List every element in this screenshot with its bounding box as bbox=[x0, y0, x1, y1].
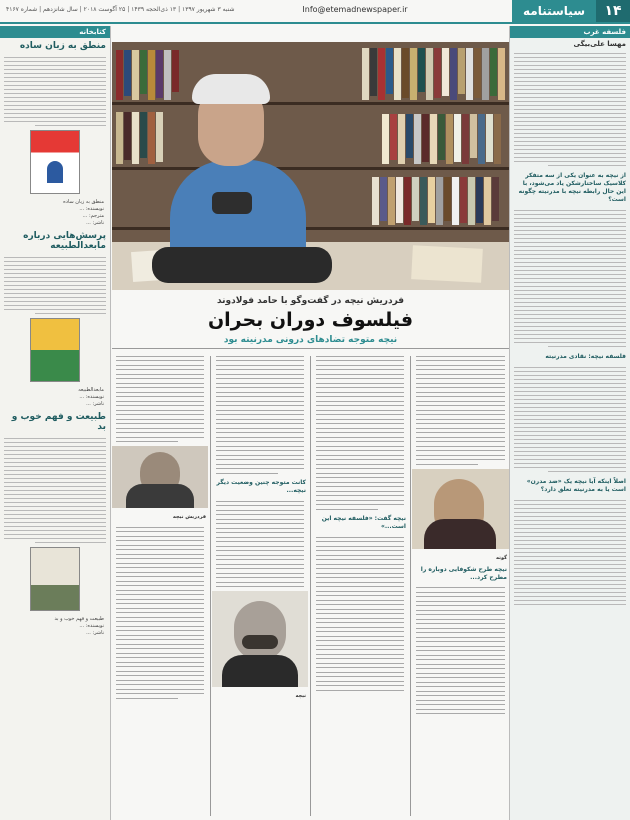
pull-quote-2: نیچه گفت: «فلسفه نیچه این است...» bbox=[321, 515, 406, 530]
section-title: سیاستنامه bbox=[512, 0, 596, 22]
date-line: شنبه ۳ شهریور ۱۳۹۷ | ۱۳ ذی‌الحجه ۱۴۳۹ | ۲۵ آگوست ۲۰۱۸ | سال شانزدهم | شماره ۴۱۶۷ bbox=[6, 6, 235, 13]
main-article bbox=[112, 26, 509, 820]
book-1-cover-image bbox=[30, 130, 80, 194]
philosopher-portrait bbox=[112, 446, 208, 508]
right-answer-text bbox=[510, 210, 630, 347]
email-address[interactable]: Info@etemadnewspaper.ir bbox=[302, 5, 408, 14]
subhead: فلسفه نیچه: نقادی مدرنیته bbox=[545, 353, 626, 360]
column-divider bbox=[210, 356, 211, 816]
book-1-text bbox=[0, 57, 110, 126]
title-rule bbox=[112, 348, 509, 349]
author-name: مهسا علی‌بیگی bbox=[573, 40, 626, 48]
page-number: ۱۴ bbox=[596, 0, 630, 22]
book-3-text bbox=[0, 438, 110, 543]
header-rule bbox=[0, 22, 630, 24]
book-3-info: طبیعت و فهم خوب و بد نویسنده: ... ناشر: ... bbox=[54, 616, 104, 636]
article-column-3 bbox=[212, 352, 308, 820]
book-1-heading: منطق به زبان ساده bbox=[19, 41, 106, 51]
article-column-2 bbox=[312, 352, 408, 820]
pull-quote-1: نیچه طرح شکوفایی دوباره را مطرح کرد... bbox=[420, 565, 507, 581]
column-divider bbox=[310, 356, 311, 816]
article-subtitle: نیچه متوجه تضادهای درونی مدرنیته بود bbox=[223, 335, 398, 345]
article-title: فیلسوف دوران بحران bbox=[207, 309, 414, 331]
page-header bbox=[0, 0, 630, 22]
right-final-text bbox=[510, 500, 630, 605]
goethe-portrait bbox=[412, 469, 509, 549]
book-2-info: مابعدالطبیعه نویسنده: ... ناشر: ... bbox=[78, 387, 104, 407]
philosopher-caption: فردریش نیچه bbox=[172, 514, 206, 520]
nietzsche-portrait bbox=[212, 591, 308, 687]
goethe-caption: گوته bbox=[496, 554, 507, 561]
book-2-cover-image bbox=[30, 318, 80, 382]
article-column-1 bbox=[412, 352, 509, 820]
right-intro-text bbox=[510, 53, 630, 166]
right-more-text bbox=[510, 367, 630, 472]
article-column-4 bbox=[112, 352, 208, 820]
interview-photo bbox=[112, 42, 509, 290]
book-2-heading: پرسش‌هایی درباره مابعدالطبیعه bbox=[23, 231, 106, 251]
pull-quote-3: کانت متوجه چنین وضعیت دیگر نیچه... bbox=[216, 479, 306, 494]
right-column bbox=[509, 26, 630, 820]
question-1: از نیچه به عنوان یکی از سه متفکر کلاسیک ساختارشکن یاد می‌شود، با این حال رابطه نیچه با مدرنیته چگونه است؟ bbox=[518, 172, 626, 203]
book-2-text bbox=[0, 257, 110, 314]
book-3-cover-image bbox=[30, 547, 80, 611]
left-column-tag: کتابخانه bbox=[0, 26, 110, 38]
nietzsche-caption: نیچه bbox=[295, 693, 306, 699]
right-column-tag: فلسفه غرب bbox=[510, 26, 630, 38]
book-1-info: منطق به زبان ساده نویسنده: ... مترجم: ... ناشر: ... bbox=[63, 199, 104, 226]
book-3-heading: طبیعت و فهم خوب و بد bbox=[11, 412, 106, 432]
left-column bbox=[0, 26, 111, 820]
column-divider bbox=[410, 356, 411, 816]
article-kicker: فردریش نیچه در گفت‌وگو با حامد فولادوند bbox=[216, 296, 405, 306]
question-2: اصلاً اینکه آیا نیچه یک «ضد مدرن» است یا به مدرنیته تعلق دارد؟ bbox=[526, 478, 626, 493]
